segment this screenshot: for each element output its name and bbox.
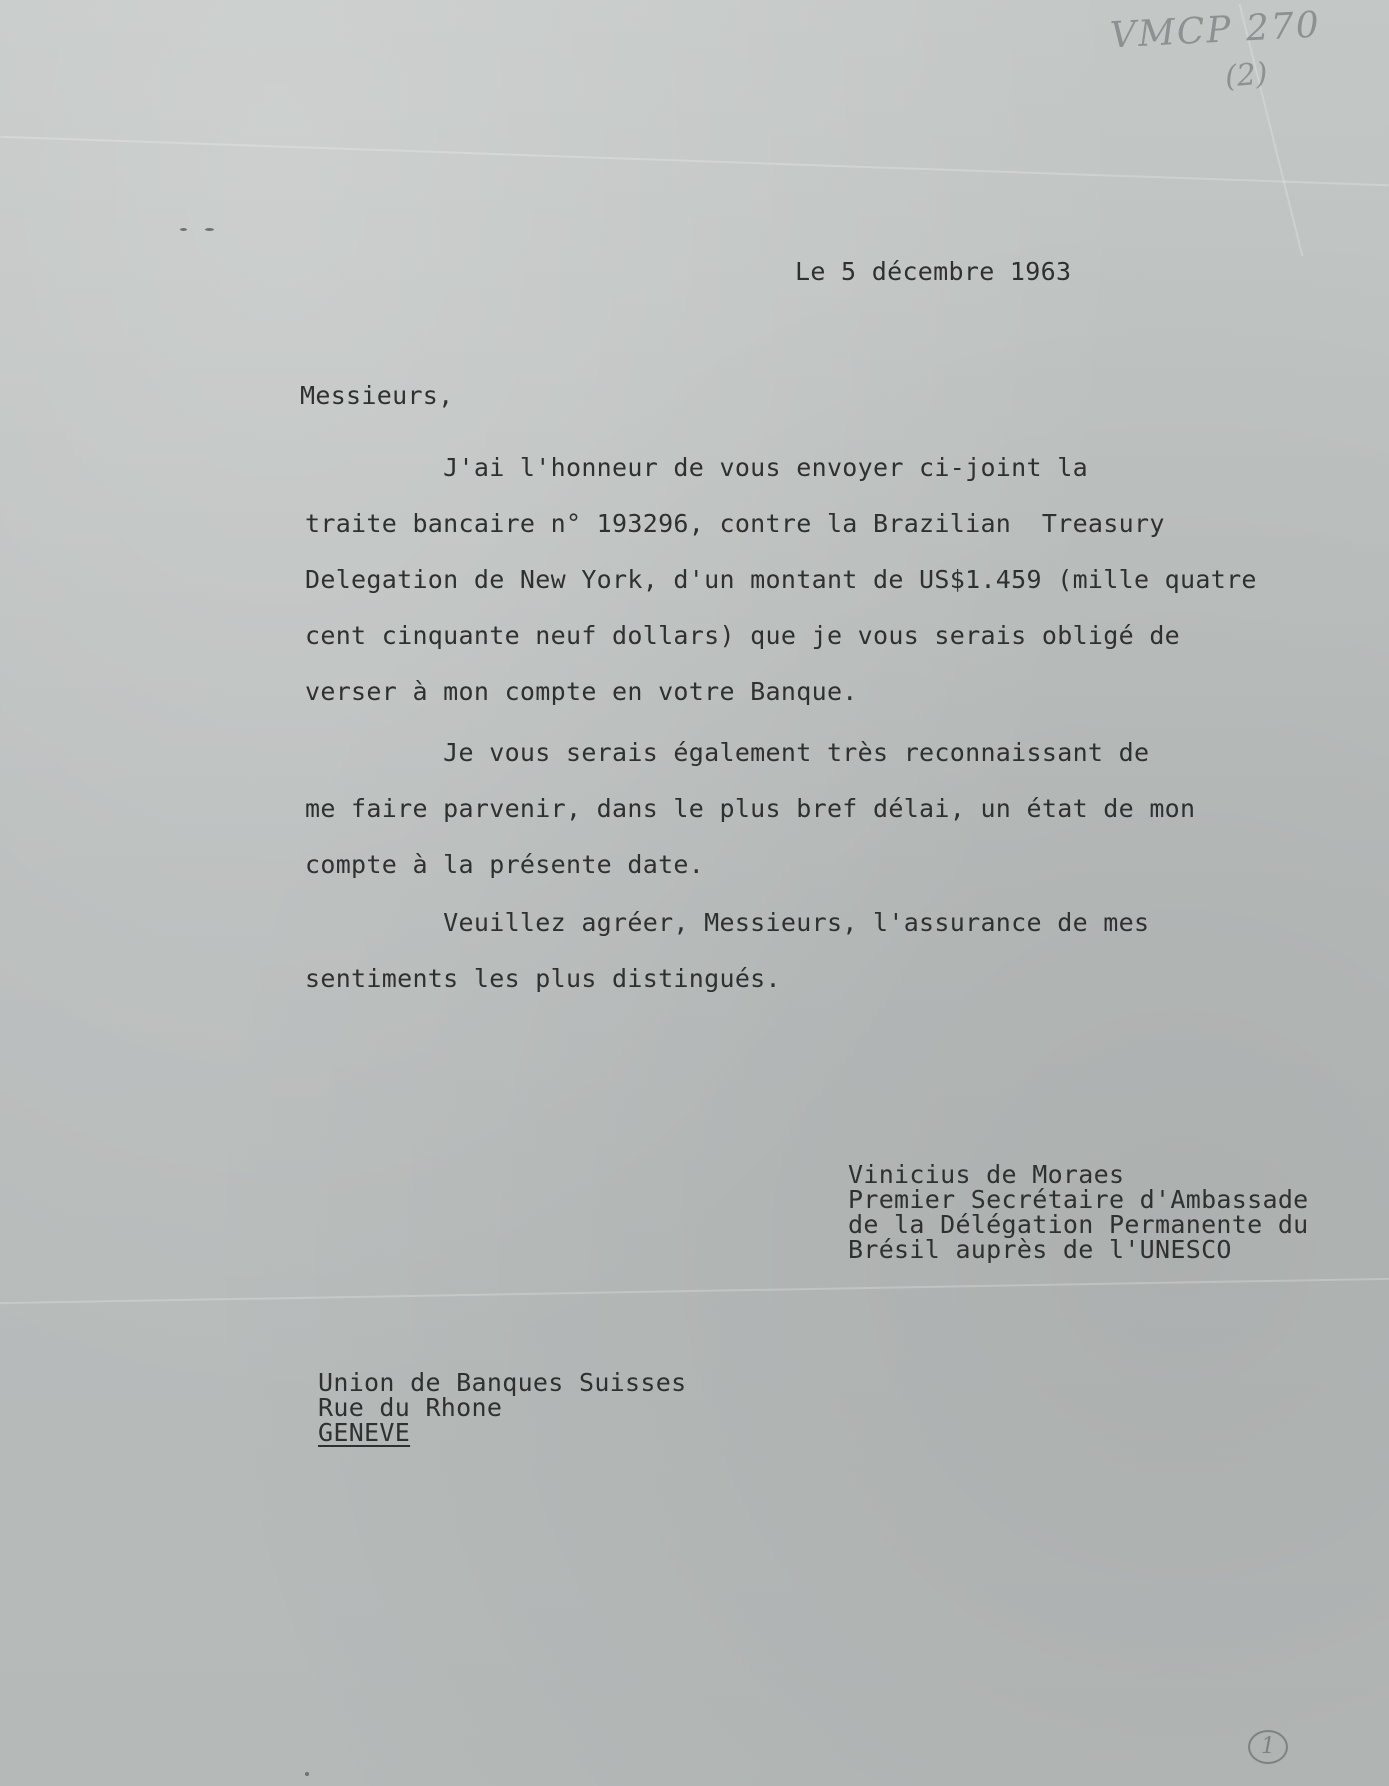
signature-name: Vinicius de Moraes xyxy=(848,1160,1125,1189)
paragraph-line: me faire parvenir, dans le plus bref délai, un état de mon xyxy=(305,794,1196,823)
recipient-address xyxy=(318,1370,686,1445)
recipient-street: Rue du Rhone xyxy=(318,1393,503,1422)
ink-speck xyxy=(205,228,214,231)
paragraph-line: cent cinquante neuf dollars) que je vous serais obligé de xyxy=(305,621,1181,650)
archive-sub-reference: (2) xyxy=(1223,56,1269,95)
paragraph-line: compte à la présente date. xyxy=(305,850,705,879)
signature-title: Brésil auprès de l'UNESCO xyxy=(848,1235,1232,1264)
salutation: Messieurs, xyxy=(300,381,454,410)
paragraph-line: Delegation de New York, d'un montant de US$1.459 (mille quatre xyxy=(305,565,1257,594)
paragraph-line: traite bancaire n° 193296, contre la Brazilian Treasury xyxy=(305,509,1165,538)
paper-crease xyxy=(0,1278,1389,1304)
paragraph-line: sentiments les plus distingués. xyxy=(305,964,781,993)
paragraph-line: Je vous serais également très reconnaissant de xyxy=(305,738,1150,767)
paragraph-line: verser à mon compte en votre Banque. xyxy=(305,677,858,706)
paragraph-line: J'ai l'honneur de vous envoyer ci-joint la xyxy=(305,453,1088,482)
signature-title: Premier Secrétaire d'Ambassade xyxy=(848,1185,1309,1214)
recipient-name: Union de Banques Suisses xyxy=(318,1368,687,1397)
signature-title: de la Délégation Permanente du xyxy=(848,1210,1309,1239)
recipient-city: GENEVE xyxy=(318,1418,411,1447)
ink-speck xyxy=(305,1772,309,1776)
paragraph-1 xyxy=(305,440,1365,720)
letter-date: Le 5 décembre 1963 xyxy=(795,257,1072,286)
page-number-mark: 1 xyxy=(1248,1730,1288,1764)
paragraph-2 xyxy=(305,725,1365,893)
signature-block xyxy=(848,1162,1309,1262)
paper-crease xyxy=(0,136,1388,186)
ink-speck xyxy=(180,228,187,231)
paragraph-3 xyxy=(305,895,1365,1007)
paragraph-line: Veuillez agréer, Messieurs, l'assurance de mes xyxy=(305,908,1150,937)
archive-reference: VMCP 270 xyxy=(1109,4,1322,57)
